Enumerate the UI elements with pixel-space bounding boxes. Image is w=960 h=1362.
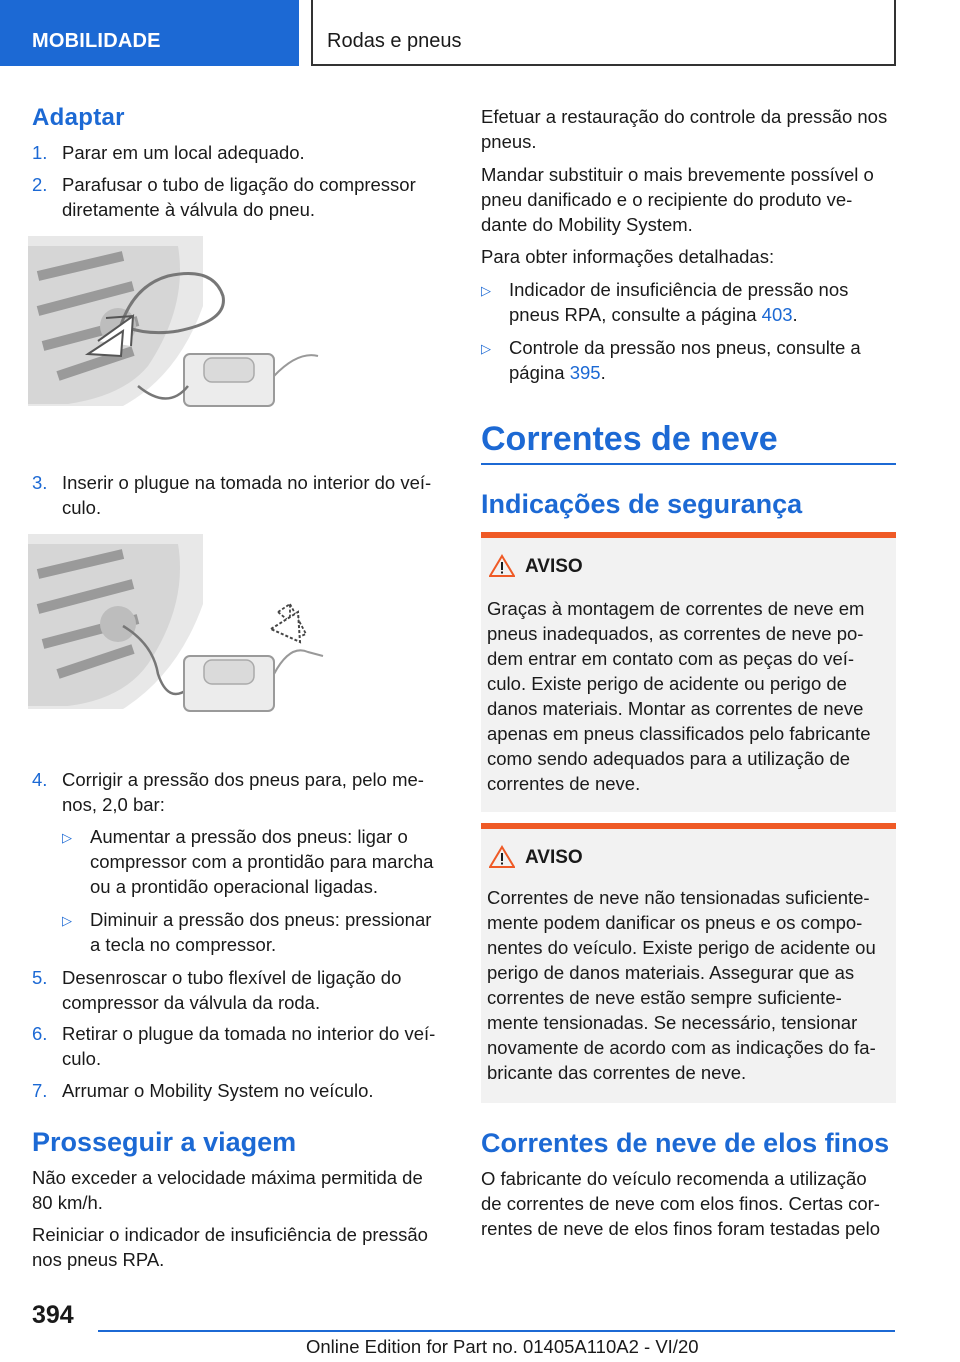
sub-bullet-text: Diminuir a pressão dos pneus: pressionar [90, 909, 432, 930]
warning-text: Graças à montagem de correntes de neve em [487, 598, 865, 619]
sub-bullet-text: a tecla no compressor. [90, 934, 277, 955]
bullet-text: Controle da pressão nos pneus, consulte a [509, 337, 861, 358]
warning-box [481, 532, 896, 812]
step-number: 6. [32, 1023, 48, 1044]
paragraph-line: pneus. [481, 131, 537, 152]
edition-note: Online Edition for Part no. 01405A110A2 - VI/20 [306, 1336, 699, 1357]
warning-box [481, 823, 896, 1103]
warning-text: novamente de acordo com as indicações do fa- [487, 1037, 876, 1058]
paragraph-line: nos pneus RPA. [32, 1249, 165, 1270]
step-text: Arrumar o Mobility System no veículo. [62, 1080, 374, 1101]
warning-text: correntes de neve estão sempre suficiente- [487, 987, 842, 1008]
warning-text: correntes de neve. [487, 773, 641, 794]
paragraph-line: pneu danificado e o recipiente do produto ve- [481, 189, 853, 210]
step-number: 7. [32, 1080, 48, 1101]
step-number: 4. [32, 769, 48, 790]
paragraph-line: Para obter informações detalhadas: [481, 246, 775, 267]
warning-label: AVISO [525, 556, 583, 577]
page-link-395[interactable]: 395 [569, 362, 601, 383]
step-text: Parar em um local adequado. [62, 142, 305, 163]
heading-prosseguir: Prosseguir a viagem [32, 1127, 297, 1157]
section-tab [0, 0, 299, 66]
period: . [792, 304, 798, 325]
paragraph-line: rentes de neve de elos finos foram testadas pelo [481, 1218, 881, 1239]
warning-text: pneus inadequados, as correntes de neve po- [487, 623, 864, 644]
warning-text: apenas em pneus classificados pelo fabricante [487, 723, 871, 744]
heading-indicacoes-seguranca: Indicações de segurança [481, 489, 803, 519]
step-number: 2. [32, 174, 48, 195]
warning-text: mente podem danificar os pneus e os compo- [487, 912, 863, 933]
warning-triangle-icon [489, 845, 515, 869]
heading-adaptar: Adaptar [32, 104, 125, 131]
warning-triangle-icon [489, 554, 515, 578]
warning-text: culo. Existe perigo de acidente ou perigo de [487, 673, 847, 694]
page-number: 394 [32, 1301, 74, 1329]
section-title: MOBILIDADE [32, 30, 161, 52]
period: . [600, 362, 606, 383]
warning-label: AVISO [525, 847, 583, 868]
warning-text: danos materiais. Montar as correntes de neve [487, 698, 864, 719]
step-text: culo. [62, 497, 102, 518]
step-number: 3. [32, 472, 48, 493]
figure-compressor-valve [28, 236, 328, 416]
warning-text: bricante das correntes de neve. [487, 1062, 747, 1083]
paragraph-line: 80 km/h. [32, 1192, 103, 1213]
topic-title: Rodas e pneus [327, 30, 462, 52]
topic-tab [311, 0, 896, 66]
warning-text: Correntes de neve não tensionadas suficiente- [487, 887, 870, 908]
heading-correntes-de-neve: Correntes de neve [481, 420, 778, 458]
paragraph-line: Reiniciar o indicador de insuficiência de pressão [32, 1224, 428, 1245]
paragraph-line: Efetuar a restauração do controle da pressão nos [481, 106, 888, 127]
step-number: 5. [32, 967, 48, 988]
step-text: Inserir o plugue na tomada no interior do veí- [62, 472, 432, 493]
bullet-text-with-link [509, 360, 606, 385]
step-text: culo. [62, 1048, 102, 1069]
triangle-right-icon: ▷ [62, 830, 72, 845]
heading-elos-finos: Correntes de neve de elos finos [481, 1128, 890, 1158]
step-text: Corrigir a pressão dos pneus para, pelo me- [62, 769, 424, 790]
paragraph-line: dante do Mobility System. [481, 214, 693, 235]
footer-rule [98, 1330, 895, 1332]
triangle-right-icon: ▷ [481, 341, 491, 356]
heading-underline [481, 463, 896, 465]
step-text: Desenroscar o tubo flexível de ligação do [62, 967, 402, 988]
paragraph-line: O fabricante do veículo recomenda a utilização [481, 1168, 867, 1189]
step-text: nos, 2,0 bar: [62, 794, 165, 815]
sub-bullet-text: Aumentar a pressão dos pneus: ligar o [90, 826, 408, 847]
step-number: 1. [32, 142, 48, 163]
warning-text: mente tensionadas. Se necessário, tensionar [487, 1012, 858, 1033]
bullet-text: página [509, 362, 570, 383]
bullet-text: pneus RPA, consulte a página [509, 304, 762, 325]
warning-text: dem entrar em contato com as peças do veí- [487, 648, 855, 669]
paragraph-line: Não exceder a velocidade máxima permitida de [32, 1167, 423, 1188]
figure-compressor-plug [28, 534, 328, 724]
step-text: Parafusar o tubo de ligação do compressor [62, 174, 416, 195]
warning-text: nentes do veículo. Existe perigo de acidente ou [487, 937, 876, 958]
page-link-403[interactable]: 403 [761, 304, 793, 325]
paragraph-line: de correntes de neve com elos finos. Certas cor- [481, 1193, 880, 1214]
warning-text: como sendo adequados para a utilização de [487, 748, 851, 769]
sub-bullet-text: compressor com a prontidão para marcha [90, 851, 434, 872]
step-text: compressor da válvula da roda. [62, 992, 321, 1013]
paragraph-line: Mandar substituir o mais brevemente possível o [481, 164, 874, 185]
bullet-text-with-link [509, 302, 798, 327]
step-text: Retirar o plugue da tomada no interior do veí- [62, 1023, 436, 1044]
triangle-right-icon: ▷ [481, 283, 491, 298]
triangle-right-icon: ▷ [62, 913, 72, 928]
step-text: diretamente à válvula do pneu. [62, 199, 316, 220]
sub-bullet-text: ou a prontidão operacional ligadas. [90, 876, 378, 897]
warning-text: perigo de danos materiais. Assegurar que as [487, 962, 855, 983]
bullet-text: Indicador de insuficiência de pressão nos [509, 279, 849, 300]
